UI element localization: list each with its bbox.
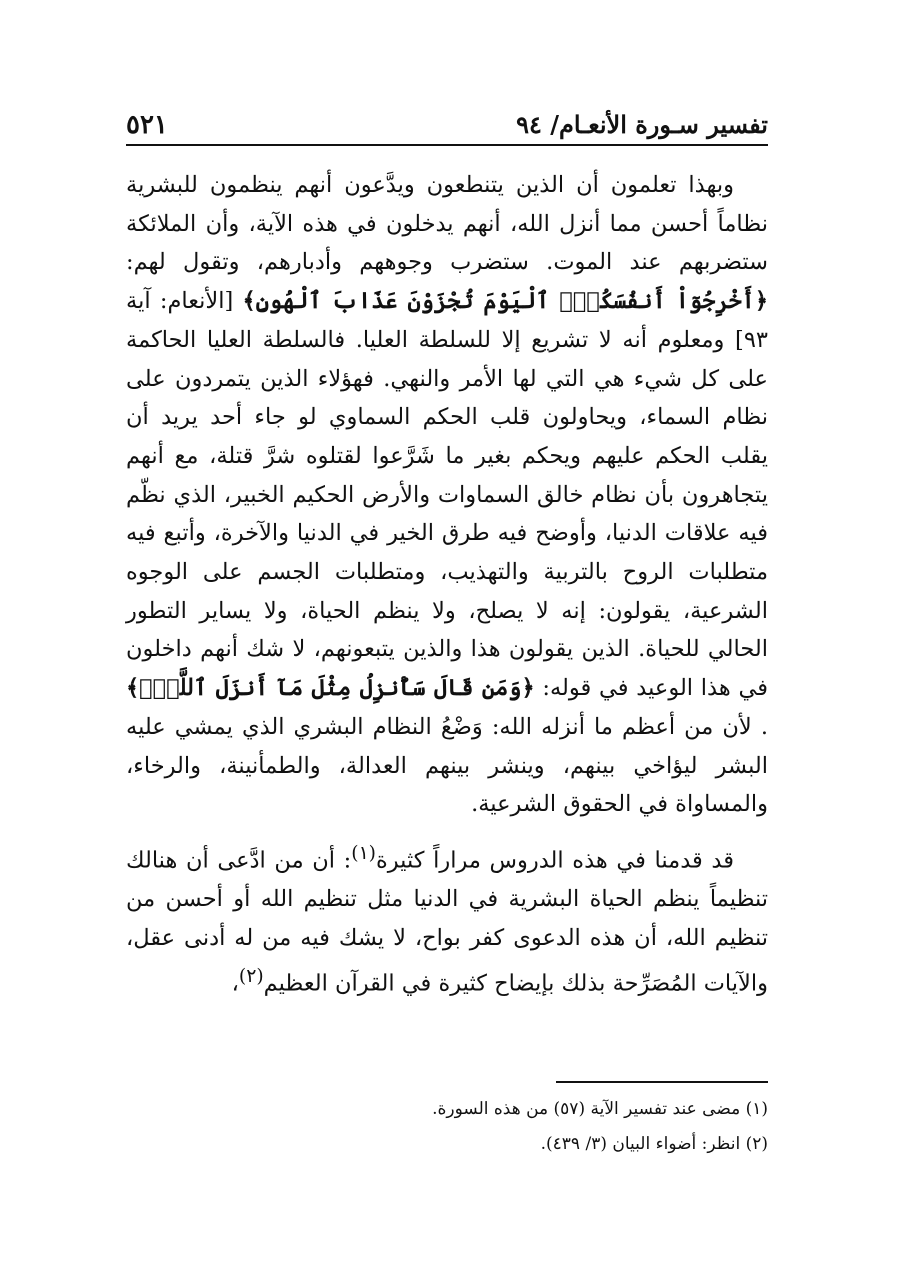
- footnote-divider: [556, 1081, 768, 1083]
- footnote-marker-2: (٢): [238, 965, 264, 987]
- paragraph-2: [126, 835, 768, 1003]
- page-number: ٥٢١: [126, 110, 168, 140]
- paragraph-1-text-b: ومعلوم أنه لا تشريع إلا للسلطة العليا. فالسلطة العليا الحاكمة على كل شيء هي التي لها الأمر والنهي. فهؤلاء الذين يتمردون على نظام السماء، ويحاولون قلب الحكم السماوي لو جاء أحد يريد أن يقلب الحكم عليهم ويحكم بغير ما شَرَّعوا لقتلوه شرَّ قتلة، مع أنهم يتجاهرون بأن نظام خالق السماوات والأرض الحكيم الخبير، الذي نظّم فيه علاقات الدنيا، وأوضح فيه طرق الخير في الدنيا والآخرة، وأتبع فيه متطلبات الروح بالتربية والتهذيب، ومتطلبات الجسم على الوجوه الشرعية، يقولون: إنه لا يصلح، ولا ينظم الحياة، ولا يساير التطور الحالي للحياة. الذين يقولون هذا والذين يتبعونهم، لا شك أنهم داخلون في هذا الوعيد في قوله:: [126, 326, 768, 702]
- paragraph-1-text-a: وبهذا تعلمون أن الذين يتنطعون ويدَّعون أنهم ينظمون للبشرية نظاماً أحسن مما أنزل الله، أنهم يدخلون في هذه الآية، وأن الملائكة ستضربهم عند الموت. ستضرب وجوههم وأدبارهم، وتقول لهم:: [126, 172, 768, 276]
- body-text: [126, 166, 768, 1003]
- verse-reference: [الأنعام: آية ٩٣]: [126, 288, 768, 353]
- running-title: تفسير سـورة الأنعـام/ ٩٤: [516, 110, 768, 139]
- quran-verse-2: ﴿وَمَن قَالَ سَأُنزِلُ مِثْلَ مَآ أَنزَلَ ٱللَّهُۗ﴾: [126, 675, 535, 702]
- footnote-2: (٢) انظر: أضواء البيان (٣/ ٤٣٩).: [540, 1134, 768, 1154]
- paragraph-1-text-c: . لأن من أعظم ما أنزله الله: وَضْعُ النظام البشري الذي يمشي عليه البشر ليؤاخي بينهم، وينشر بينهم العدالة، والطمأنينة، والرخاء، والمساواة في الحقوق الشرعية.: [126, 713, 768, 818]
- page-header: [126, 108, 768, 146]
- paragraph-2-text-a: قد قدمنا في هذه الدروس مراراً كثيرة: [375, 847, 734, 874]
- paragraph-2-text-c: ،: [231, 970, 239, 997]
- footnote-1: (١) مضى عند تفسير الآية (٥٧) من هذه السورة.: [432, 1099, 768, 1119]
- quran-verse-1: ﴿أَخْرِجُوٓاْ أَنفُسَكُمُۖ ٱلْيَوْمَ تُجْزَوْنَ عَذَابَ ٱلْهُونِ﴾: [242, 288, 769, 315]
- paragraph-2-text-b: : أن من ادَّعى أن هنالك تنظيماً ينظم الحياة البشرية في الدنيا مثل تنظيم الله أو أحسن من تنظيم الله، أن هذه الدعوى كفر بواح، لا يشك فيه من له أدنى عقل، والآيات المُصَرِّحة بذلك بإيضاح كثيرة في القرآن العظيم: [126, 847, 768, 997]
- footnote-marker-1: (١): [351, 842, 376, 864]
- paragraph-1: [126, 166, 768, 824]
- footnotes: [126, 1092, 768, 1162]
